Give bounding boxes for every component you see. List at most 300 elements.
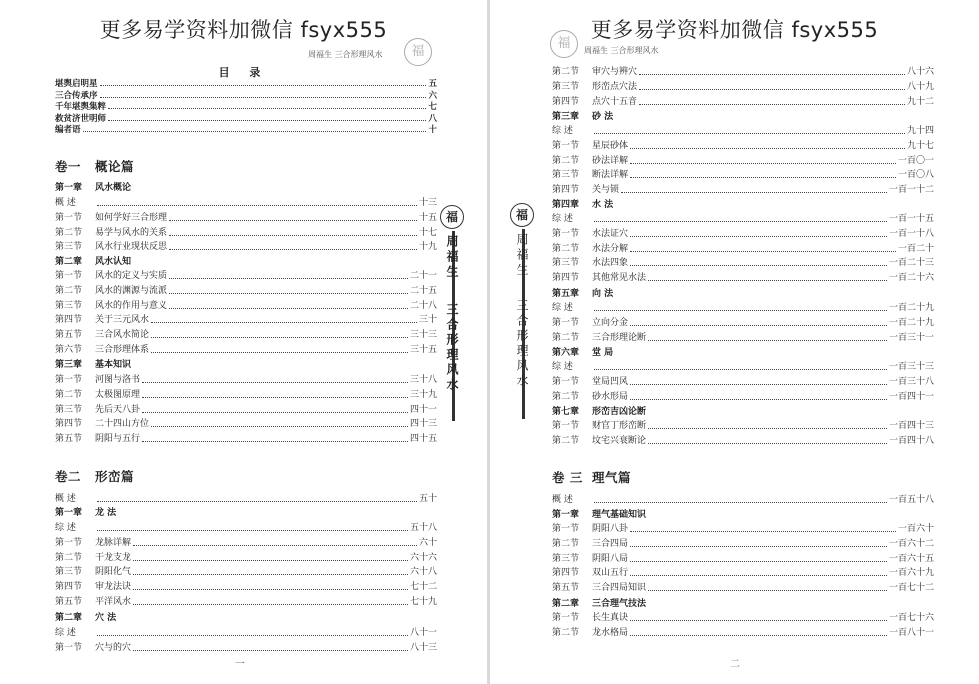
leader-dots xyxy=(639,74,905,75)
toc-page-number: 三十八 xyxy=(409,375,437,385)
toc-section-number: 第四节 xyxy=(55,315,83,326)
toc-page-number: 一百六十五 xyxy=(888,553,934,564)
chapter-title: 风水概论 xyxy=(95,183,132,193)
toc-entry-title: 堪舆启明星 xyxy=(55,79,98,89)
toc-entry xyxy=(55,226,437,240)
side-strip xyxy=(510,203,540,423)
toc-section-number: 第二节 xyxy=(55,285,83,296)
toc-page-number: 九十七 xyxy=(906,140,934,151)
leader-dots xyxy=(594,369,887,370)
leader-dots xyxy=(142,412,408,413)
volume-title: 概论篇 xyxy=(95,159,135,174)
toc-entry xyxy=(552,493,934,507)
toc-page-number: 十五 xyxy=(418,212,437,223)
toc-section-number: 第一节 xyxy=(552,376,580,387)
volume-heading xyxy=(552,468,631,486)
toc-section-number: 概 述 xyxy=(552,495,573,505)
toc-page-number: 七十九 xyxy=(409,597,437,607)
toc-entry xyxy=(552,331,934,345)
toc-section-number: 第一节 xyxy=(552,140,580,151)
leader-dots xyxy=(648,590,887,591)
toc-entry xyxy=(552,168,934,182)
toc-section-number: 第一节 xyxy=(552,228,580,239)
leader-dots xyxy=(630,635,887,636)
toc-entry xyxy=(552,227,934,241)
seal-icon: 福 xyxy=(404,38,432,66)
toc-entry xyxy=(552,390,934,404)
toc-entry-title: 星辰砂体 xyxy=(592,140,629,151)
leader-dots xyxy=(133,604,408,605)
chapter-title: 理气基础知识 xyxy=(592,510,647,520)
toc-entry xyxy=(55,343,437,357)
toc-entry-title: 太极图原理 xyxy=(95,389,141,400)
toc-entry-title: 易学与风水的关系 xyxy=(95,227,168,238)
leader-dots xyxy=(648,340,887,341)
toc-entry-title: 水法证穴 xyxy=(592,228,629,239)
chapter-heading xyxy=(552,198,613,212)
leader-dots xyxy=(108,108,426,109)
right-page xyxy=(490,0,979,684)
leader-dots xyxy=(630,325,887,326)
toc-entry xyxy=(55,211,437,225)
toc-page-number: 一百八十一 xyxy=(888,627,934,638)
chapter-heading xyxy=(55,506,116,520)
toc-entry-title: 水法四象 xyxy=(592,258,629,269)
toc-entry-title: 三合形理体系 xyxy=(95,345,150,355)
toc-section-number: 第一节 xyxy=(55,642,83,653)
chapter-title: 三合理气技法 xyxy=(592,599,647,609)
toc-entry xyxy=(55,388,437,402)
leader-dots xyxy=(133,589,408,590)
toc-entry-title: 砂水形局 xyxy=(592,391,629,402)
leader-dots xyxy=(630,148,905,149)
leader-dots xyxy=(630,251,896,252)
toc-entry xyxy=(552,124,934,138)
toc-page-number: 一百三十一 xyxy=(888,332,934,343)
toc-section-number: 第一节 xyxy=(55,271,83,281)
toc-page-number: 三十三 xyxy=(409,330,437,341)
leader-dots xyxy=(630,384,887,385)
toc-entry xyxy=(552,419,934,433)
chapter-heading xyxy=(55,255,131,269)
toc-page-number: 十三 xyxy=(418,198,437,208)
toc-page-number: 十七 xyxy=(418,227,437,238)
toc-page-number: 四十三 xyxy=(409,419,437,430)
toc-entry xyxy=(552,256,934,270)
toc-section-number: 概 述 xyxy=(55,198,76,208)
leader-dots xyxy=(133,560,408,561)
leader-dots xyxy=(151,337,408,338)
page-number: 二 xyxy=(730,659,740,670)
toc-entry xyxy=(55,373,437,387)
leader-dots xyxy=(169,278,408,279)
toc-section-number: 第四节 xyxy=(552,96,580,107)
leader-dots xyxy=(594,221,887,222)
leader-dots xyxy=(630,177,896,178)
leader-dots xyxy=(100,85,427,86)
leader-dots xyxy=(151,322,417,323)
toc-section-number: 第五节 xyxy=(55,597,83,607)
volume-label: 卷 三 xyxy=(552,470,583,485)
toc-section-number: 综 述 xyxy=(552,303,573,313)
leader-dots xyxy=(100,97,427,98)
toc-entry-title: 河图与洛书 xyxy=(95,375,141,385)
toc-page-number: 二十一 xyxy=(409,271,437,281)
toc-entry xyxy=(552,183,934,197)
strip-author: 周福生 xyxy=(515,233,529,278)
toc-page-number: 十九 xyxy=(418,242,437,253)
leader-dots xyxy=(142,441,408,442)
leader-dots xyxy=(108,120,426,121)
toc-page-number: 六十六 xyxy=(409,552,437,563)
toc-section-number: 综 述 xyxy=(55,628,76,638)
toc-section-number: 第三节 xyxy=(552,258,580,269)
toc-section-number: 第二节 xyxy=(55,552,83,563)
chapter-heading xyxy=(552,287,613,301)
chapter-number: 第六章 xyxy=(552,348,580,358)
toc-entry-title: 阴阳与五行 xyxy=(95,434,141,445)
toc-entry xyxy=(552,611,934,625)
toc-entry-title: 断法详解 xyxy=(592,170,629,181)
toc-page-number: 六 xyxy=(428,90,437,101)
leader-dots xyxy=(639,104,905,105)
toc-entry xyxy=(552,316,934,330)
toc-entry-title: 阴阳八卦 xyxy=(592,524,629,534)
toc-entry xyxy=(55,565,437,579)
leader-dots xyxy=(648,280,887,281)
toc-page-number: 一百三十八 xyxy=(888,376,934,387)
chapter-heading xyxy=(552,405,646,419)
chapter-heading xyxy=(55,611,116,625)
left-page xyxy=(0,0,487,684)
toc-page-number: 一百二十九 xyxy=(888,317,934,328)
leader-dots xyxy=(621,192,887,193)
page-header: 更多易学资料加微信 fsyx555 xyxy=(99,18,388,42)
toc-entry-title: 如何学好三合形理 xyxy=(95,212,168,223)
chapter-title: 风水认知 xyxy=(95,257,132,267)
toc-entry-title: 三合传承序 xyxy=(55,90,98,101)
toc-entry xyxy=(55,284,437,298)
toc-page-number: 八十一 xyxy=(409,628,437,638)
toc-entry xyxy=(552,537,934,551)
toc-page-number: 二十八 xyxy=(409,300,437,311)
toc-page-number: 五十 xyxy=(418,494,437,504)
chapter-title: 穴 法 xyxy=(95,613,117,623)
toc-entry xyxy=(552,212,934,226)
toc-entry-title: 风水的渊源与流派 xyxy=(95,285,168,296)
toc-section-number: 第二节 xyxy=(552,67,580,77)
page-number: 一 xyxy=(235,659,245,670)
toc-page-number: 十 xyxy=(428,125,437,135)
chapter-number: 第三章 xyxy=(55,360,83,370)
chapter-number: 第二章 xyxy=(55,257,83,267)
chapter-heading xyxy=(55,181,131,195)
toc-page-number: 六十八 xyxy=(409,567,437,578)
toc-page-number: 二十五 xyxy=(409,285,437,296)
toc-entry-title: 堂局凹风 xyxy=(592,376,629,387)
toc-entry-title: 风水的定义与实质 xyxy=(95,271,168,281)
toc-entry xyxy=(55,595,437,609)
toc-entry-title: 干龙支龙 xyxy=(95,552,132,563)
toc-entry-title: 形峦点穴法 xyxy=(592,81,638,92)
chapter-number: 第一章 xyxy=(552,510,580,520)
leader-dots xyxy=(169,308,408,309)
toc-page-number: 一百二十九 xyxy=(888,303,934,313)
chapter-title: 堂 局 xyxy=(592,348,614,358)
toc-page-number: 三十 xyxy=(418,315,437,326)
leader-dots xyxy=(630,546,887,547)
toc-section-number: 第二节 xyxy=(552,435,580,446)
toc-page-number: 一百七十二 xyxy=(888,583,934,594)
toc-entry xyxy=(55,492,437,506)
toc-entry-title: 长生真诀 xyxy=(592,613,629,623)
chapter-heading xyxy=(552,346,613,360)
volume-heading xyxy=(55,467,134,485)
toc-section-number: 第二节 xyxy=(552,332,580,343)
toc-page-number: 一百一十八 xyxy=(888,228,934,239)
chapter-number: 第一章 xyxy=(55,183,83,193)
toc-page-number: 一百一十五 xyxy=(888,214,934,224)
leader-dots xyxy=(169,235,417,236)
toc-section-number: 第一节 xyxy=(552,317,580,328)
toc-entry xyxy=(552,242,934,256)
chapter-title: 形峦吉凶论断 xyxy=(592,407,647,417)
chapter-title: 向 法 xyxy=(592,289,614,299)
toc-entry xyxy=(55,313,437,327)
toc-section-number: 第三节 xyxy=(55,242,83,253)
chapter-number: 第五章 xyxy=(552,289,580,299)
volume-title: 形峦篇 xyxy=(95,469,135,484)
leader-dots xyxy=(630,531,896,532)
leader-dots xyxy=(594,502,887,503)
toc-section-number: 第一节 xyxy=(55,537,83,548)
toc-entry xyxy=(55,536,437,550)
toc-entry xyxy=(552,581,934,595)
leader-dots xyxy=(630,620,887,621)
toc-section-number: 第二节 xyxy=(55,227,83,238)
volume-title: 理气篇 xyxy=(592,470,632,485)
toc-section-number: 第一节 xyxy=(55,375,83,385)
toc-entry xyxy=(552,434,934,448)
toc-page-number: 八 xyxy=(428,113,437,124)
toc-page-number: 一百六十 xyxy=(897,524,934,534)
toc-section-number: 第五节 xyxy=(552,583,580,594)
toc-entry-title: 财官丁形峦断 xyxy=(592,421,647,431)
toc-entry xyxy=(552,360,934,374)
chapter-number: 第二章 xyxy=(552,599,580,609)
toc-section-number: 第五节 xyxy=(55,330,83,341)
toc-page-number: 八十六 xyxy=(906,67,934,77)
toc-section-number: 第一节 xyxy=(552,613,580,623)
strip-title: 三合形理风水 xyxy=(445,303,459,393)
leader-dots xyxy=(97,635,408,636)
toc-entry-title: 关与锁 xyxy=(592,185,620,196)
toc-entry-title: 审龙法诀 xyxy=(95,582,132,593)
toc-section-number: 综 述 xyxy=(552,126,573,136)
toc-section-number: 第四节 xyxy=(552,568,580,579)
toc-page-number: 一百四十八 xyxy=(888,435,934,446)
toc-section-number: 第三节 xyxy=(552,553,580,564)
toc-section-number: 第二节 xyxy=(552,391,580,402)
leader-dots xyxy=(630,236,887,237)
strip-title: 三合形理风水 xyxy=(515,299,529,389)
strip-author: 周福生 xyxy=(445,235,459,280)
leader-dots xyxy=(630,575,887,576)
toc-entry-title: 三合风水简论 xyxy=(95,330,150,341)
toc-entry-title: 立向分金 xyxy=(592,317,629,328)
leader-dots xyxy=(630,265,887,266)
toc-entry-title: 三合四局 xyxy=(592,538,629,549)
toc-entry xyxy=(55,580,437,594)
toc-entry-title: 编者语 xyxy=(55,125,81,135)
fu-circle-icon: 福 xyxy=(440,205,464,229)
toc-entry xyxy=(552,139,934,153)
chapter-title: 砂 法 xyxy=(592,112,614,122)
toc-section-number: 第四节 xyxy=(552,273,580,284)
toc-entry xyxy=(55,78,437,90)
leader-dots xyxy=(594,133,905,134)
toc-entry-title: 审穴与辨穴 xyxy=(592,67,638,77)
leader-dots xyxy=(97,530,408,531)
toc-page-number: 一百二十六 xyxy=(888,273,934,284)
toc-section-number: 第二节 xyxy=(552,243,580,254)
toc-entry xyxy=(55,641,437,655)
leader-dots xyxy=(630,163,896,164)
toc-section-number: 第一节 xyxy=(552,524,580,534)
toc-entry xyxy=(55,240,437,254)
toc-entry-title: 双山五行 xyxy=(592,568,629,579)
toc-section-number: 综 述 xyxy=(552,214,573,224)
toc-page-number: 四十五 xyxy=(409,434,437,445)
chapter-title: 水 法 xyxy=(592,200,614,210)
toc-section-number: 综 述 xyxy=(552,362,573,372)
toc-entry-title: 穴与的穴 xyxy=(95,642,132,653)
toc-section-number: 第一节 xyxy=(552,421,580,431)
toc-section-number: 概 述 xyxy=(55,494,76,504)
toc-page-number: 一百〇八 xyxy=(897,170,934,181)
toc-entry xyxy=(552,301,934,315)
leader-dots xyxy=(133,545,417,546)
toc-section-number: 第四节 xyxy=(552,185,580,196)
toc-page-number: 一百三十三 xyxy=(888,362,934,372)
toc-page-number: 七 xyxy=(428,102,437,112)
chapter-heading xyxy=(552,508,646,522)
toc-section-number: 第三节 xyxy=(55,404,83,415)
toc-entry xyxy=(552,522,934,536)
chapter-number: 第二章 xyxy=(55,613,83,623)
toc-entry-title: 阴阳化气 xyxy=(95,567,132,578)
volume-label: 卷二 xyxy=(55,469,82,484)
chapter-title: 基本知识 xyxy=(95,360,132,370)
toc-page-number: 九十四 xyxy=(906,126,934,136)
page-subheader: 周福生 三合形理风水 xyxy=(584,46,659,55)
toc-entry xyxy=(552,80,934,94)
toc-entry-title: 风水的作用与意义 xyxy=(95,300,168,311)
leader-dots xyxy=(169,249,417,250)
toc-entry xyxy=(55,113,437,125)
toc-entry xyxy=(55,626,437,640)
chapter-number: 第四章 xyxy=(552,200,580,210)
toc-title: 目 录 xyxy=(218,66,269,79)
leader-dots xyxy=(630,399,887,400)
page-subheader: 周福生 三合形理风水 xyxy=(308,50,383,59)
toc-entry xyxy=(55,124,437,136)
toc-page-number: 一百四十三 xyxy=(888,421,934,431)
toc-section-number: 第三节 xyxy=(552,170,580,181)
toc-entry xyxy=(552,271,934,285)
chapter-title: 龙 法 xyxy=(95,508,117,518)
toc-page-number: 八十九 xyxy=(906,81,934,92)
toc-entry-title: 千年堪舆集粹 xyxy=(55,102,107,112)
toc-page-number: 三十九 xyxy=(409,389,437,400)
leader-dots xyxy=(169,293,408,294)
volume-label: 卷一 xyxy=(55,159,82,174)
toc-entry-title: 点穴十五音 xyxy=(592,96,638,107)
toc-section-number: 第三节 xyxy=(55,567,83,578)
toc-entry xyxy=(552,95,934,109)
toc-entry-title: 先后天八卦 xyxy=(95,404,141,415)
leader-dots xyxy=(133,574,408,575)
toc-page-number: 五十八 xyxy=(409,523,437,533)
toc-entry xyxy=(552,375,934,389)
toc-section-number: 第三节 xyxy=(55,300,83,311)
toc-entry-title: 风水行业现状反思 xyxy=(95,242,168,253)
toc-section-number: 第二节 xyxy=(552,155,580,166)
leader-dots xyxy=(97,205,417,206)
toc-page-number: 六十 xyxy=(418,537,437,548)
toc-entry xyxy=(55,299,437,313)
leader-dots xyxy=(594,310,887,311)
toc-page-number: 八十三 xyxy=(409,642,437,653)
toc-page-number: 一百〇一 xyxy=(897,155,934,166)
toc-page-number: 一百二十三 xyxy=(888,258,934,269)
toc-section-number: 第五节 xyxy=(55,434,83,445)
toc-section-number: 第四节 xyxy=(55,582,83,593)
leader-dots xyxy=(97,501,417,502)
side-strip xyxy=(440,205,470,425)
chapter-number: 第一章 xyxy=(55,508,83,518)
toc-entry xyxy=(55,90,437,102)
chapter-number: 第三章 xyxy=(552,112,580,122)
leader-dots xyxy=(142,397,408,398)
toc-entry xyxy=(55,403,437,417)
toc-section-number: 第三节 xyxy=(552,81,580,92)
toc-entry-title: 三合四局知识 xyxy=(592,583,647,594)
toc-entry xyxy=(552,566,934,580)
toc-entry-title: 龙脉详解 xyxy=(95,537,132,548)
leader-dots xyxy=(142,382,408,383)
chapter-heading xyxy=(552,110,613,124)
toc-entry xyxy=(55,101,437,113)
toc-section-number: 第四节 xyxy=(55,419,83,430)
chapter-number: 第七章 xyxy=(552,407,580,417)
leader-dots xyxy=(151,426,408,427)
toc-page-number: 一百一十二 xyxy=(888,185,934,196)
toc-entry xyxy=(552,626,934,640)
volume-heading xyxy=(55,157,134,175)
toc-entry xyxy=(55,551,437,565)
toc-page-number: 七十二 xyxy=(409,582,437,593)
toc-entry-title: 三合形理论断 xyxy=(592,332,647,343)
toc-section-number: 第二节 xyxy=(552,538,580,549)
toc-page-number: 一百七十六 xyxy=(888,613,934,623)
leader-dots xyxy=(133,650,408,651)
leader-dots xyxy=(630,561,887,562)
leader-dots xyxy=(648,443,887,444)
toc-entry-title: 其他常见水法 xyxy=(592,273,647,284)
toc-page-number: 三十五 xyxy=(409,345,437,355)
toc-page-number: 一百四十一 xyxy=(888,391,934,402)
